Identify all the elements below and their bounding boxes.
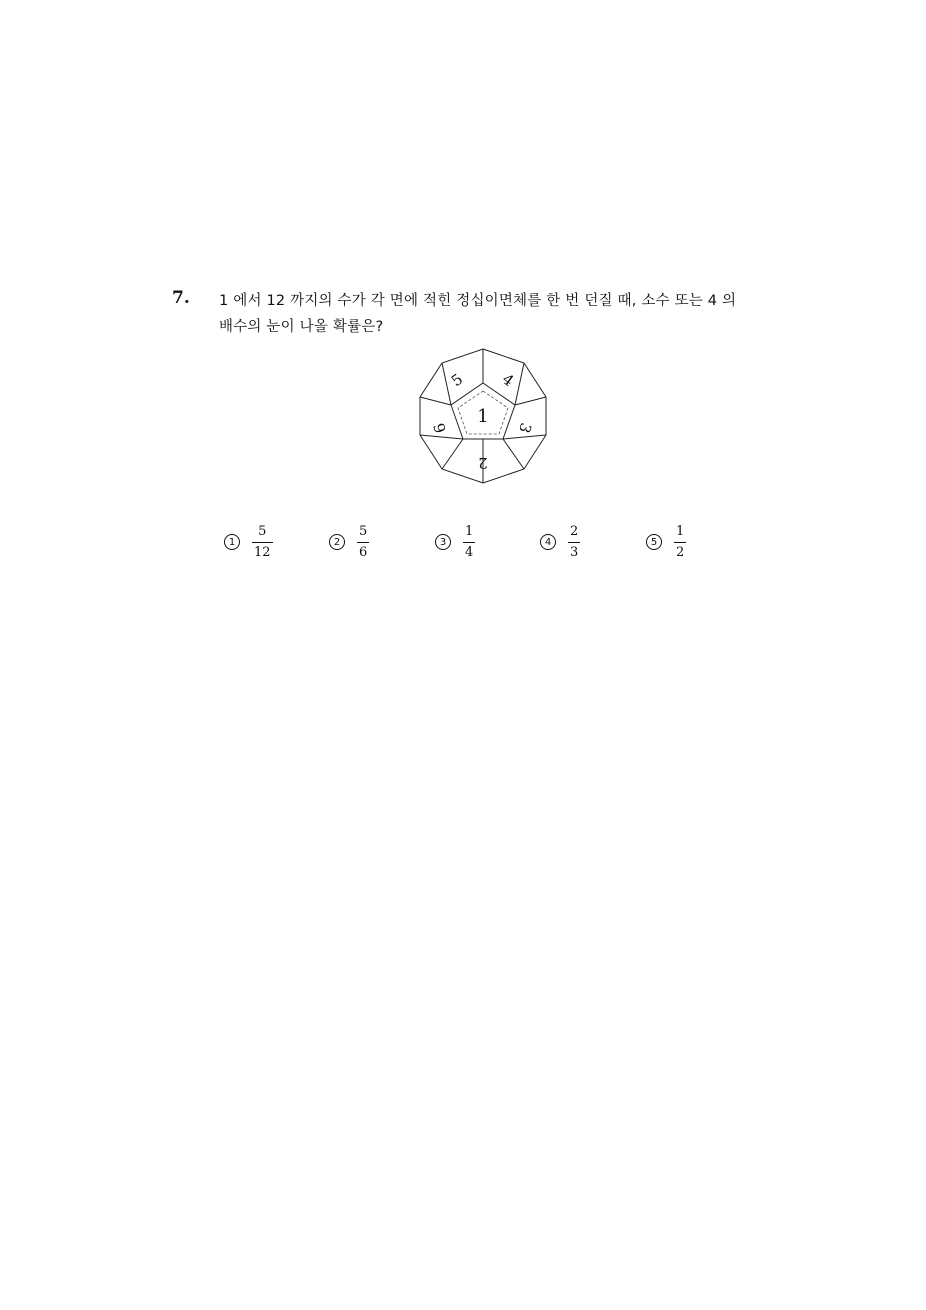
choice-1[interactable] xyxy=(224,520,273,564)
fraction-numerator: 5 xyxy=(359,523,368,539)
problem-text xyxy=(219,288,759,340)
choice-marker: 2 xyxy=(329,534,345,550)
dodecahedron-figure xyxy=(412,346,554,486)
fraction-denominator: 4 xyxy=(465,544,474,560)
face-edge xyxy=(515,397,546,405)
choice-fraction xyxy=(252,524,273,561)
choice-fraction xyxy=(463,524,475,561)
fraction-denominator: 2 xyxy=(676,544,685,560)
choice-marker: 5 xyxy=(646,534,662,550)
face-label-center: 1 xyxy=(477,406,489,427)
fraction-numerator: 2 xyxy=(570,523,579,539)
face-edge xyxy=(420,397,451,405)
choice-4[interactable] xyxy=(540,520,580,564)
problem-text-line-2: 배수의 눈이 나올 확률은? xyxy=(219,319,384,335)
fraction-numerator: 5 xyxy=(258,523,267,539)
face-edge xyxy=(442,363,451,405)
fraction-bar xyxy=(252,542,273,543)
face-edge xyxy=(503,439,524,469)
choice-marker: 1 xyxy=(224,534,240,550)
fraction-bar xyxy=(357,542,369,543)
face-edge xyxy=(515,363,524,405)
choice-fraction xyxy=(674,524,686,561)
face-label-upper-right: 4 xyxy=(498,369,518,391)
choice-5[interactable] xyxy=(646,520,686,564)
fraction-denominator: 12 xyxy=(254,544,271,560)
fraction-denominator: 3 xyxy=(570,544,579,560)
choice-2[interactable] xyxy=(329,520,369,564)
fraction-denominator: 6 xyxy=(359,544,368,560)
choice-marker: 3 xyxy=(435,534,451,550)
fraction-numerator: 1 xyxy=(676,523,685,539)
choice-fraction xyxy=(357,524,369,561)
choice-marker: 4 xyxy=(540,534,556,550)
problem-text-line-1: 1 에서 12 까지의 수가 각 면에 적힌 정십이면체를 한 번 던질 때, 소수 또는 4 의 xyxy=(219,293,737,309)
fraction-bar xyxy=(463,542,475,543)
dodecahedron-diagram xyxy=(412,346,554,486)
face-edge xyxy=(442,439,463,469)
face-label-upper-left: 5 xyxy=(447,369,467,391)
problem-number: 7. xyxy=(172,288,190,308)
face-edge xyxy=(503,435,546,439)
fraction-bar xyxy=(568,542,580,543)
face-label-right: 3 xyxy=(514,420,536,436)
choice-fraction xyxy=(568,524,580,561)
fraction-numerator: 1 xyxy=(465,523,474,539)
choice-3[interactable] xyxy=(435,520,475,564)
answer-choices xyxy=(224,520,744,564)
face-edge xyxy=(420,435,463,439)
fraction-bar xyxy=(674,542,686,543)
face-label-bottom: 2 xyxy=(478,454,488,472)
face-label-left: 6 xyxy=(429,420,451,436)
